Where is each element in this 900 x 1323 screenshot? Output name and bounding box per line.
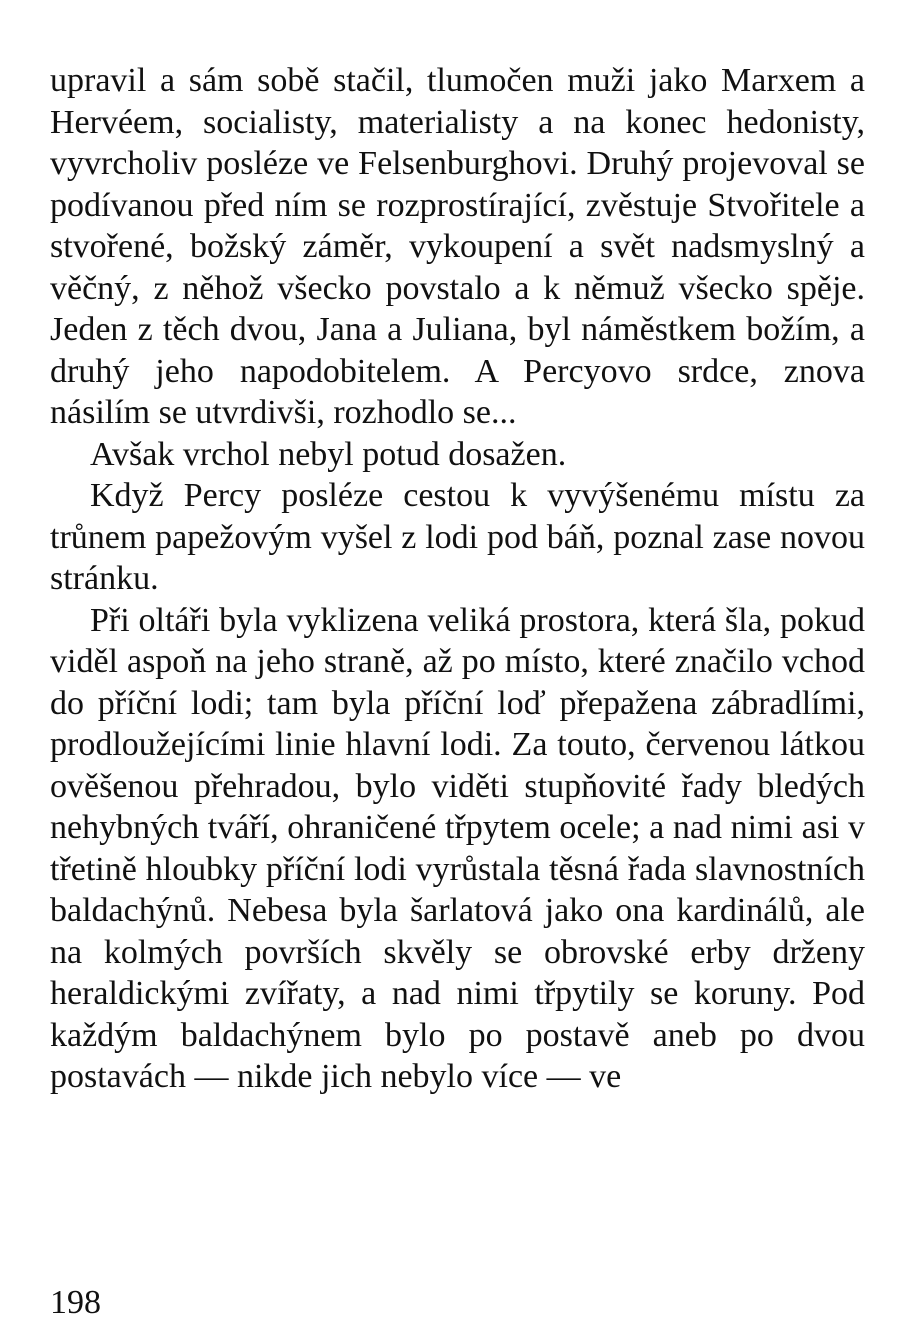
paragraph: Avšak vrchol nebyl potud dosažen.	[90, 435, 567, 473]
paragraph: Při oltáři byla vyklizena veliká prostora, která šla, pokud viděl aspoň na jeho straně, až po místo, které značilo vchod do příční lodi; tam byla příční loď přepažena zábradlími, prodloužejícími linie hlavní lodi. Za touto, červenou látkou ověšenou přehradou, bylo viděti stupňovité řady bledých nehybných tváří, ohraničené třpytem ocele; a nad nimi asi v třetině hloubky příční lodi vyrůstala těsná řada slavnostních baldachýnů. Nebesa byla šarlatová jako ona kardinálů, ale na kolmých površích skvěly se obrovské erby drženy heraldickými zvířaty, a nad nimi třpytily se koruny. Pod každým baldachýnem bylo po postavě aneb po dvou postavách — nikde jich nebylo více — ve	[50, 601, 865, 1095]
book-page-text	[50, 60, 865, 1098]
paragraph: Když Percy posléze cestou k vyvýšenému místu za trůnem papežovým vyšel z lodi pod báň, poznal zase novou stránku.	[50, 477, 865, 597]
page-number: 198	[50, 1284, 101, 1321]
paragraph-continuation: upravil a sám sobě stačil, tlumočen muži jako Marxem a Hervéem, socialisty, materialisty a na konec hedonisty, vyvrcholiv posléze ve Felsenburghovi. Druhý projevoval se podívanou před ním se rozprostírající, zvěstuje Stvořitele a stvořené, božský záměr, vykoupení a svět nadsmyslný a věčný, z něhož všecko povstalo a k němuž všecko spěje. Jeden z těch dvou, Jana a Juliana, byl náměstkem božím, a druhý jeho napodobitelem. A Percyovo srdce, znova násilím se utvrdivši, rozhodlo se...	[50, 62, 865, 431]
